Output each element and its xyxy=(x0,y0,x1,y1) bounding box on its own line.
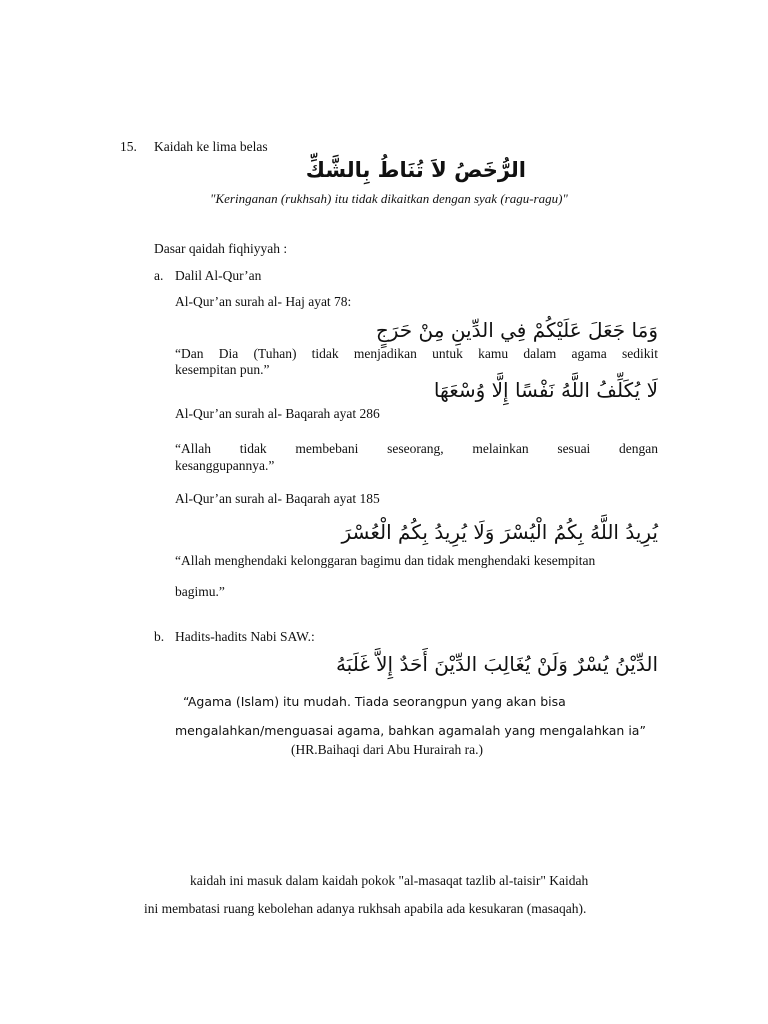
closing-paragraph-line1: kaidah ini masuk dalam kaidah pokok "al-masaqat tazlib al-taisir" Kaidah xyxy=(190,873,589,888)
list-marker-a: a. xyxy=(154,268,164,283)
list-marker-b: b. xyxy=(154,629,165,644)
hadith-arabic: الدِّيْنُ يُسْرٌ وَلَنْ يُغَالِبَ الدِّيْنَ أَحَدٌ إِلاَّ غَلَبَهُ xyxy=(335,652,658,676)
verse3-translation-line1: “Allah menghendaki kelonggaran bagimu dan tidak menghendaki kesempitan xyxy=(175,553,596,568)
section-title: Kaidah ke lima belas xyxy=(154,139,268,154)
basis-title: Dasar qaidah fiqhiyyah : xyxy=(154,241,288,256)
closing-paragraph-line2: ini membatasi ruang kebolehan adanya rukhsah apabila ada kesukaran (masaqah). xyxy=(144,901,587,916)
verse1-translation-line1: “Dan Dia (Tuhan) tidak menjadikan untuk kamu dalam agama sedikit xyxy=(175,346,658,361)
verse2-translation-line1: “Allah tidak membebani seseorang, melainkan sesuai dengan xyxy=(175,441,658,456)
verse3-translation-line2: bagimu.” xyxy=(175,584,225,599)
verse2-arabic: لَا يُكَلِّفُ اللَّهُ نَفْسًا إِلَّا وُسْعَهَا xyxy=(433,378,658,402)
verse2-translation-line2: kesanggupannya.” xyxy=(175,458,275,473)
dalil-quran-label: Dalil Al-Qur’an xyxy=(175,268,262,283)
verse3-reference: Al-Qur’an surah al- Baqarah ayat 185 xyxy=(175,491,380,506)
verse1-translation-line2: kesempitan pun.” xyxy=(175,362,270,377)
verse1-arabic: وَمَا جَعَلَ عَلَيْكُمْ فِي الدِّينِ مِنْ حَرَجٍ xyxy=(375,318,658,342)
heading-arabic: الرُّخَصُ لاَ تُنَاطُ بِالشَّكِّ xyxy=(305,158,526,182)
item-number: 15. xyxy=(120,139,137,154)
hadith-translation-line2: mengalahkan/menguasai agama, bahkan agamalah yang mengalahkan ia” xyxy=(175,723,646,738)
hadith-source: (HR.Baihaqi dari Abu Hurairah ra.) xyxy=(291,742,483,757)
verse2-reference: Al-Qur’an surah al- Baqarah ayat 286 xyxy=(175,406,380,421)
heading-translation: "Keringanan (rukhsah) itu tidak dikaitkan dengan syak (ragu-ragu)" xyxy=(210,191,568,206)
hadith-label: Hadits-hadits Nabi SAW.: xyxy=(175,629,315,644)
hadith-translation-line1: “Agama (Islam) itu mudah. Tiada seorangpun yang akan bisa xyxy=(183,694,566,709)
verse3-arabic: يُرِيدُ اللَّهُ بِكُمُ الْيُسْرَ وَلَا يُرِيدُ بِكُمُ الْعُسْرَ xyxy=(341,520,658,544)
verse1-reference: Al-Qur’an surah al- Haj ayat 78: xyxy=(175,294,352,309)
